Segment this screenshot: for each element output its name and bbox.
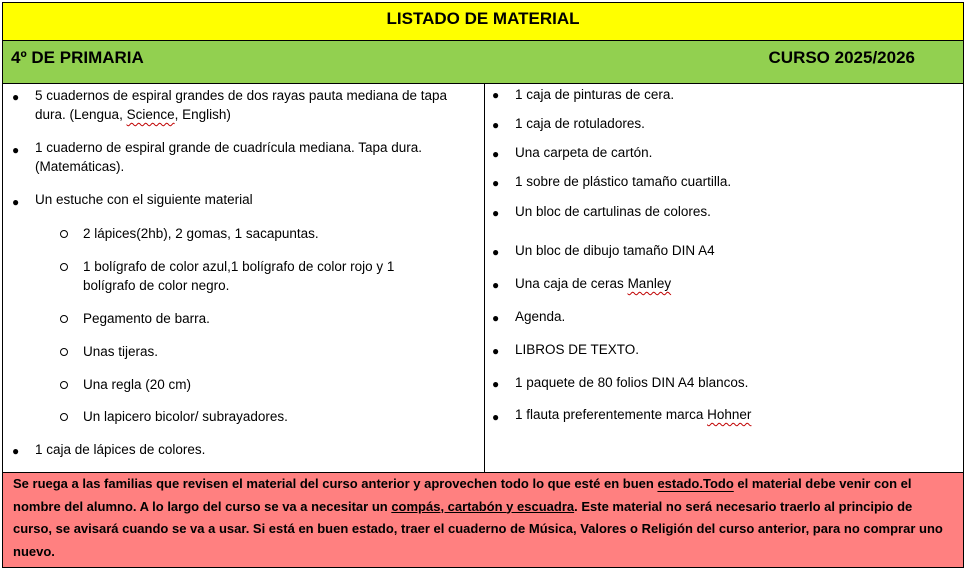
bullet-icon: ●: [492, 278, 500, 292]
spellcheck-word: Hohner: [707, 407, 752, 422]
sub-list-item: Un lapicero bicolor/ subrayadores.: [83, 409, 288, 424]
bullet-icon: ●: [492, 410, 500, 424]
list-item: Agenda.: [515, 309, 566, 324]
sub-list-item: Unas tijeras.: [83, 344, 159, 359]
bullet-icon: ●: [492, 377, 500, 391]
course-year-label: CURSO 2025/2026: [768, 48, 915, 67]
sub-list-item: 2 lápices(2hb), 2 gomas, 1 sacapuntas.: [83, 226, 319, 241]
bullet-icon: ●: [492, 206, 500, 220]
bullet-icon: ●: [492, 88, 500, 102]
list-item: 1 flauta preferentemente marca Hohner: [515, 407, 752, 422]
underlined-text: estado.Todo: [657, 476, 734, 491]
bullet-icon: ●: [12, 143, 20, 157]
right-column: [484, 84, 964, 473]
bullet-icon: ●: [492, 147, 500, 161]
list-item: Una carpeta de cartón.: [515, 145, 653, 160]
list-item: LIBROS DE TEXTO.: [515, 342, 640, 357]
list-item: Una caja de ceras Manley: [515, 276, 672, 291]
list-item: 1 cuaderno de espiral grande de cuadrícula mediana. Tapa dura. (Matemáticas).: [35, 140, 423, 174]
list-item: 1 caja de lápices de colores.: [35, 442, 206, 457]
title-row: [2, 2, 964, 41]
bullet-icon: ●: [492, 176, 500, 190]
sub-list-item: 1 bolígrafo de color azul,1 bolígrafo de color rojo y 1 bolígrafo de color negro.: [83, 259, 395, 293]
sub-list-item: Pegamento de barra.: [83, 311, 210, 326]
list-item: Un bloc de dibujo tamaño DIN A4: [515, 243, 715, 258]
circle-bullet-icon: [60, 315, 68, 323]
list-item: 1 sobre de plástico tamaño cuartilla.: [515, 174, 732, 189]
circle-bullet-icon: [60, 381, 68, 389]
course-row: [2, 41, 964, 84]
bullet-icon: ●: [12, 444, 20, 458]
list-item: 1 caja de rotuladores.: [515, 116, 645, 131]
list-item: Un estuche con el siguiente material: [35, 192, 253, 207]
bullet-icon: ●: [12, 90, 20, 104]
bullet-icon: ●: [492, 344, 500, 358]
spellcheck-word: Science: [126, 107, 175, 122]
left-column: [2, 84, 485, 473]
circle-bullet-icon: [60, 413, 68, 421]
bullet-icon: ●: [492, 118, 500, 132]
notice-box: Se ruega a las familias que revisen el material del curso anterior y aprovechen todo lo que esté en buen estado.Todo el material debe venir con el nombre del alumno. A lo largo del curso se va a necesitar un compás, cartabón y escuadra. Este material no será necesario traerlo al principio de curso, se avisará cuando se va a usar. Si está en buen estado, traer el cuaderno de Música, Valores o Religión del curso anterior, para no comprar uno nuevo.: [2, 472, 964, 568]
spellcheck-word: Manley: [627, 276, 672, 291]
list-item: Un bloc de cartulinas de colores.: [515, 204, 711, 219]
bullet-icon: ●: [12, 195, 20, 209]
bullet-icon: ●: [492, 311, 500, 325]
list-item: 1 paquete de 80 folios DIN A4 blancos.: [515, 375, 749, 390]
underlined-text: compás, cartabón y escuadra: [391, 498, 575, 514]
bullet-icon: ●: [492, 245, 500, 259]
grade-label: 4º DE PRIMARIA: [11, 48, 144, 67]
list-item: 5 cuadernos de espiral grandes de dos rayas pauta mediana de tapa dura. (Lengua, Science, English): [35, 88, 448, 122]
sub-list-item: Una regla (20 cm): [83, 377, 192, 392]
circle-bullet-icon: [60, 348, 68, 356]
page-title: LISTADO DE MATERIAL: [386, 8, 580, 28]
list-item: 1 caja de pinturas de cera.: [515, 87, 675, 102]
circle-bullet-icon: [60, 230, 68, 238]
circle-bullet-icon: [60, 263, 68, 271]
